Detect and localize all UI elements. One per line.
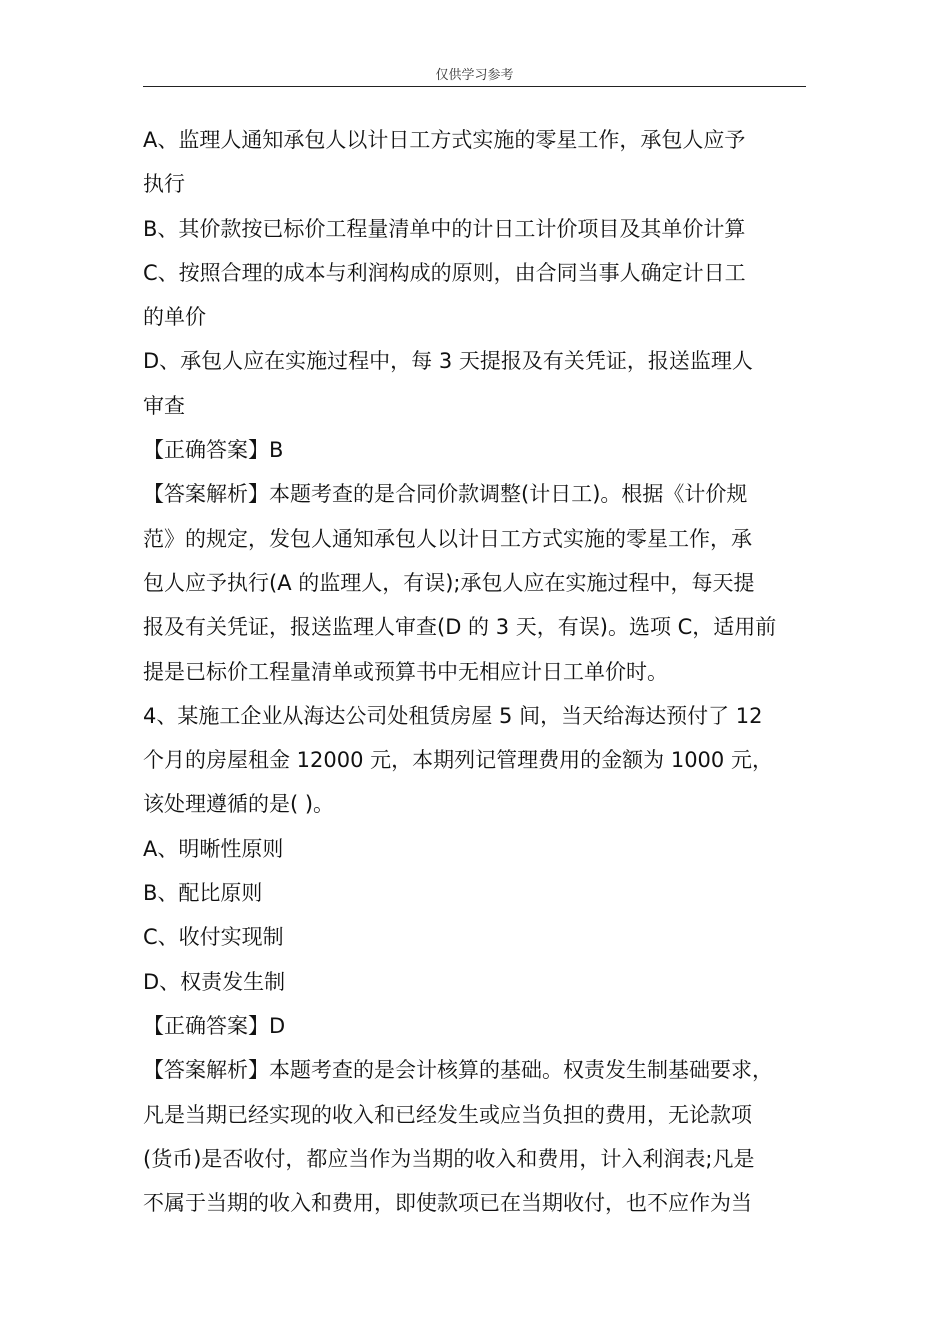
option-c-line-1: C、按照合理的成本与利润构成的原则，由合同当事人确定计日工 bbox=[143, 260, 746, 285]
explanation-3-line-4: 报及有关凭证，报送监理人审查(D 的 3 天，有误)。选项 C，适用前 bbox=[143, 615, 777, 640]
explanation-4-line-1: 【答案解析】本题考查的是会计核算的基础。权责发生制基础要求， bbox=[143, 1058, 773, 1083]
correct-answer-4: 【正确答案】D bbox=[143, 1013, 286, 1038]
option-a-line-1: A、监理人通知承包人以计日工方式实施的零星工作，承包人应予 bbox=[143, 128, 746, 152]
question-4-line-2: 个月的房屋租金 12000 元，本期列记管理费用的金额为 1000 元， bbox=[143, 748, 773, 773]
option-a-line-2: 执行 bbox=[143, 172, 185, 197]
q4-option-a: A、明晰性原则 bbox=[143, 836, 284, 861]
document-body bbox=[143, 118, 811, 1225]
explanation-3-line-5: 提是已标价工程量清单或预算书中无相应计日工单价时。 bbox=[143, 659, 668, 684]
page-header: 仅供学习参考 bbox=[435, 68, 514, 83]
question-4-line-1: 4、某施工企业从海达公司处租赁房屋 5 间，当天给海达预付了 12 bbox=[143, 703, 763, 728]
explanation-3-line-2: 范》的规定，发包人通知承包人以计日工方式实施的零星工作，承 bbox=[143, 526, 752, 551]
correct-answer-3: 【正确答案】B bbox=[143, 438, 284, 463]
header-divider bbox=[143, 86, 806, 87]
explanation-4-line-3: (货币)是否收付，都应当作为当期的收入和费用，计入利润表;凡是 bbox=[143, 1146, 755, 1171]
option-c-line-2: 的单价 bbox=[143, 305, 206, 330]
q4-option-b: B、配比原则 bbox=[143, 881, 263, 906]
explanation-4-line-4: 不属于当期的收入和费用，即使款项已在当期收付，也不应作为当 bbox=[143, 1191, 752, 1216]
explanation-3-line-3: 包人应予执行(A 的监理人，有误);承包人应在实施过程中，每天提 bbox=[143, 570, 755, 595]
explanation-4-line-2: 凡是当期已经实现的收入和已经发生或应当负担的费用，无论款项 bbox=[143, 1102, 752, 1127]
question-4-line-3: 该处理遵循的是( )。 bbox=[143, 792, 335, 817]
option-b-line: B、其价款按已标价工程量清单中的计日工计价项目及其单价计算 bbox=[143, 216, 746, 241]
option-d-line-1: D、承包人应在实施过程中，每 3 天提报及有关凭证，报送监理人 bbox=[143, 349, 753, 374]
q4-option-c: C、收付实现制 bbox=[143, 925, 284, 950]
q4-option-d: D、权责发生制 bbox=[143, 969, 286, 994]
option-d-line-2: 审查 bbox=[143, 393, 185, 418]
explanation-3-line-1: 【答案解析】本题考查的是合同价款调整(计日工)。根据《计价规 bbox=[143, 482, 748, 507]
